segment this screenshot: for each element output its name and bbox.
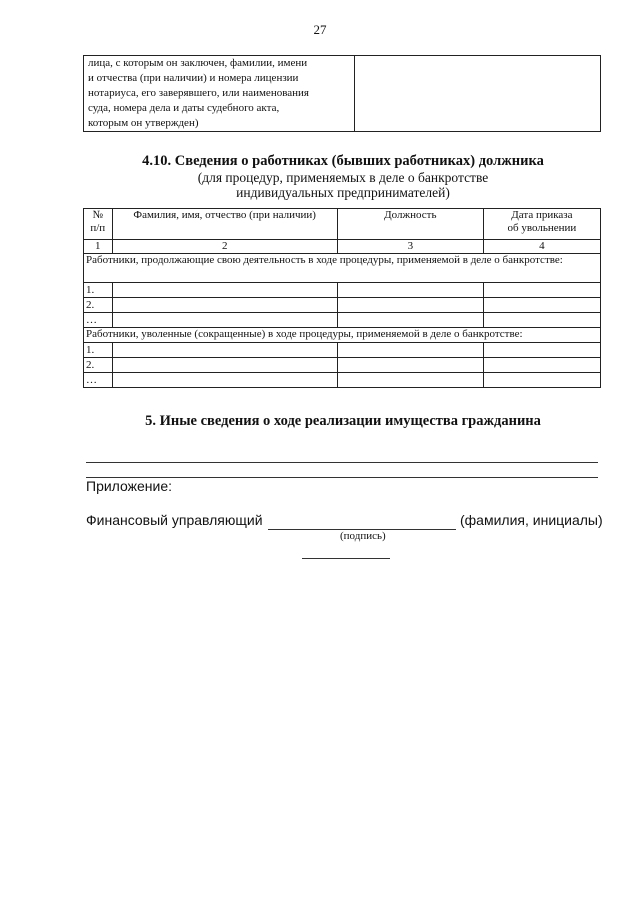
cell-position xyxy=(337,313,483,328)
table-header-row xyxy=(84,209,601,240)
cell-position xyxy=(337,298,483,313)
table-row xyxy=(84,358,601,373)
continued-text-line: суда, номера дела и даты судебного акта, xyxy=(88,102,280,114)
column-number: 3 xyxy=(337,240,483,254)
header-position: Должность xyxy=(337,209,483,240)
header-number xyxy=(84,209,113,240)
header-number-line: № xyxy=(92,209,104,221)
financial-manager-label: Финансовый управляющий xyxy=(86,512,263,528)
cell-position xyxy=(337,373,483,388)
row-number: 2. xyxy=(84,358,113,373)
subtitle-line: (для процедур, применяемых в деле о банкротстве xyxy=(197,170,489,185)
cell-name xyxy=(112,298,337,313)
cell-date xyxy=(483,358,600,373)
cell-date xyxy=(483,283,600,298)
name-initials-hint: (фамилия, инициалы) xyxy=(460,512,603,528)
cell-name xyxy=(112,313,337,328)
column-number: 4 xyxy=(483,240,600,254)
cell-date xyxy=(483,298,600,313)
workers-table xyxy=(83,208,601,388)
continued-text-line: и отчества (при наличии) и номера лицензии xyxy=(88,72,299,84)
appendix-label: Приложение: xyxy=(86,478,173,494)
continued-text-line: лица, с которым он заключен, фамилии, имени xyxy=(88,57,308,69)
section-4-10-title: 4.10. Сведения о работниках (бывших работниках) должника xyxy=(142,153,544,169)
group-dismissed-title: Работники, уволенные (сокращенные) в ходе процедуры, применяемой в деле о банкротстве: xyxy=(84,328,601,343)
page-number: 27 xyxy=(313,22,327,37)
cell-name xyxy=(112,358,337,373)
continued-table-right-cell xyxy=(355,56,601,132)
section-4-10-subtitle xyxy=(0,170,640,200)
table-row xyxy=(84,373,601,388)
row-number: 1. xyxy=(84,283,113,298)
header-dismissal-date xyxy=(483,209,600,240)
header-dismissal-line: об увольнении xyxy=(507,222,577,234)
continued-table-left-cell xyxy=(84,56,355,132)
column-number-row xyxy=(84,240,601,254)
table-row xyxy=(84,298,601,313)
cell-name xyxy=(112,283,337,298)
section-5-title: 5. Иные сведения о ходе реализации имущества гражданина xyxy=(145,413,541,429)
group-header-row xyxy=(84,328,601,343)
row-number: 1. xyxy=(84,343,113,358)
cell-date xyxy=(483,343,600,358)
cell-name xyxy=(112,343,337,358)
table-row xyxy=(84,283,601,298)
group-continuing-title: Работники, продолжающие свою деятельность в ходе процедуры, применяемой в деле о банкротстве: xyxy=(84,254,601,283)
cell-position xyxy=(337,343,483,358)
end-divider xyxy=(302,558,390,559)
continued-table xyxy=(83,55,601,132)
table-row xyxy=(84,343,601,358)
row-number: … xyxy=(84,313,113,328)
cell-position xyxy=(337,283,483,298)
cell-date xyxy=(483,373,600,388)
signature-hint: (подпись) xyxy=(340,530,386,542)
header-dismissal-line: Дата приказа xyxy=(511,209,573,221)
table-row xyxy=(84,313,601,328)
column-number: 1 xyxy=(84,240,113,254)
cell-position xyxy=(337,358,483,373)
continued-text-line: которым он утвержден) xyxy=(88,117,199,129)
continued-text-line: нотариуса, его заверявшего, или наименования xyxy=(88,87,309,99)
row-number: … xyxy=(84,373,113,388)
subtitle-line: индивидуальных предпринимателей) xyxy=(236,185,450,200)
header-full-name: Фамилия, имя, отчество (при наличии) xyxy=(112,209,337,240)
cell-name xyxy=(112,373,337,388)
header-number-line: п/п xyxy=(90,222,106,234)
cell-date xyxy=(483,313,600,328)
fill-line xyxy=(86,462,598,463)
group-header-row xyxy=(84,254,601,283)
row-number: 2. xyxy=(84,298,113,313)
column-number: 2 xyxy=(112,240,337,254)
